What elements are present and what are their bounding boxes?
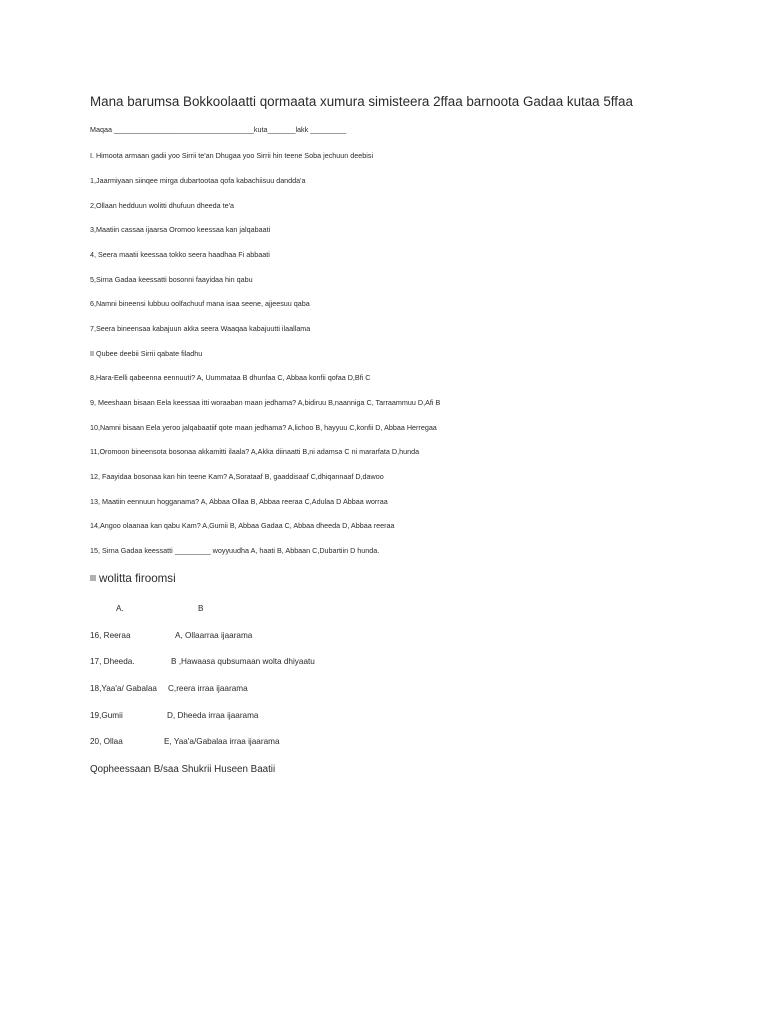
question-item: 12, Faayidaa bosonaa kan hin teene Kam? A,Sorataaf B, gaaddisaaf C,dhiqannaaf D,dawoo <box>90 472 384 481</box>
question-item: 8,Hara-Eelli qabeenna eennuuti? A, Uummataa B dhunfaa C, Abbaa konfii qofaa D,Bfi C <box>90 373 371 382</box>
question-item: 9, Meeshaan bisaan Eela keessaa itti woraaban maan jedhama? A,bidiruu B,naanniga C, Tarraammuu D,Afi B <box>90 398 441 407</box>
matching-left-item: 17, Dheeda. <box>90 657 135 666</box>
question-item: 11,Oromoon bineensota bosonaa akkamitti ilaala? A,Akka diinaatti B,ni adamsa C ni mararfata D,hunda <box>90 447 420 456</box>
section-one-heading: I. Himoota armaan gadii yoo Sirrii te'an Dhugaa yoo Sirrii hin teene Soba jechuun deebisi <box>90 151 374 160</box>
question-item: 3,Maatiin cassaa ijaarsa Oromoo keessaa kan jalqabaati <box>90 225 271 234</box>
matching-left-item: 16, Reeraa <box>90 631 131 640</box>
question-item: 5,Sirna Gadaa keessatti bosonni faayidaa hin qabu <box>90 275 253 284</box>
matching-right-item: D, Dheeda irraa ijaarama <box>167 711 259 720</box>
question-item: 2,Ollaan hedduun wolitti dhufuun dheeda te'a <box>90 201 235 210</box>
matching-left-item: 20, Ollaa <box>90 737 123 746</box>
section-three-heading <box>90 571 176 587</box>
question-item: 7,Seera bineensaa kabajuun akka seera Waaqaa kabajuutti ilaallama <box>90 324 311 333</box>
question-item: 6,Namni bineensi lubbuu oolfachuuf mana isaa seene, ajjeesuu qaba <box>90 299 310 308</box>
question-item: 14,Angoo olaanaa kan qabu Kam? A,Gumii B, Abbaa Gadaa C, Abbaa dheeda D, Abbaa reeraa <box>90 521 395 530</box>
matching-left-item: 18,Yaa'a/ Gabalaa <box>90 684 157 693</box>
section-three-heading-label: wolitta firoomsi <box>99 572 176 585</box>
question-item: 1,Jaarmiyaan siinqee mirga dubartootaa qofa kabachiisuu dandda'a <box>90 176 306 185</box>
section-two-heading: II Qubee deebii Sirrii qabate filadhu <box>90 349 203 358</box>
bullet-icon <box>90 575 96 581</box>
matching-left-item: 19,Gumii <box>90 711 123 720</box>
matching-right-item: E, Yaa'a/Gabalaa irraa ijaarama <box>164 737 280 746</box>
student-info-line: Maqaa ___________________________________kuta_______lakk _________ <box>90 125 347 134</box>
matching-right-item: A, Ollaarraa ijaarama <box>175 631 253 640</box>
matching-right-item: C,reera irraa ijaarama <box>168 684 248 693</box>
author-line: Qopheessaan B/saa Shukrii Huseen Baatii <box>90 764 276 775</box>
question-item: 15, Sirna Gadaa keessatti _________ woyyuudha A, haati B, Abbaan C,Dubartiin D hunda. <box>90 546 380 555</box>
matching-right-item: B ,Hawaasa qubsumaan wolta dhiyaatu <box>171 657 315 666</box>
matching-header-b: B <box>198 604 204 613</box>
page-title: Mana barumsa Bokkoolaatti qormaata xumura simisteera 2ffaa barnoota Gadaa kutaa 5ffaa <box>90 94 633 109</box>
question-item: 10,Namni bisaan Eela yeroo jalqabaatiif qote maan jedhama? A,lichoo B, hayyuu C,konfii D, Abbaa Herregaa <box>90 423 437 432</box>
matching-header-a: A. <box>116 604 124 613</box>
question-item: 13, Maatiin eennuun hogganama? A, Abbaa Ollaa B, Abbaa reeraa C,Adulaa D Abbaa worraa <box>90 497 388 506</box>
question-item: 4, Seera maatii keessaa tokko seera haadhaa Fi abbaati <box>90 250 270 259</box>
